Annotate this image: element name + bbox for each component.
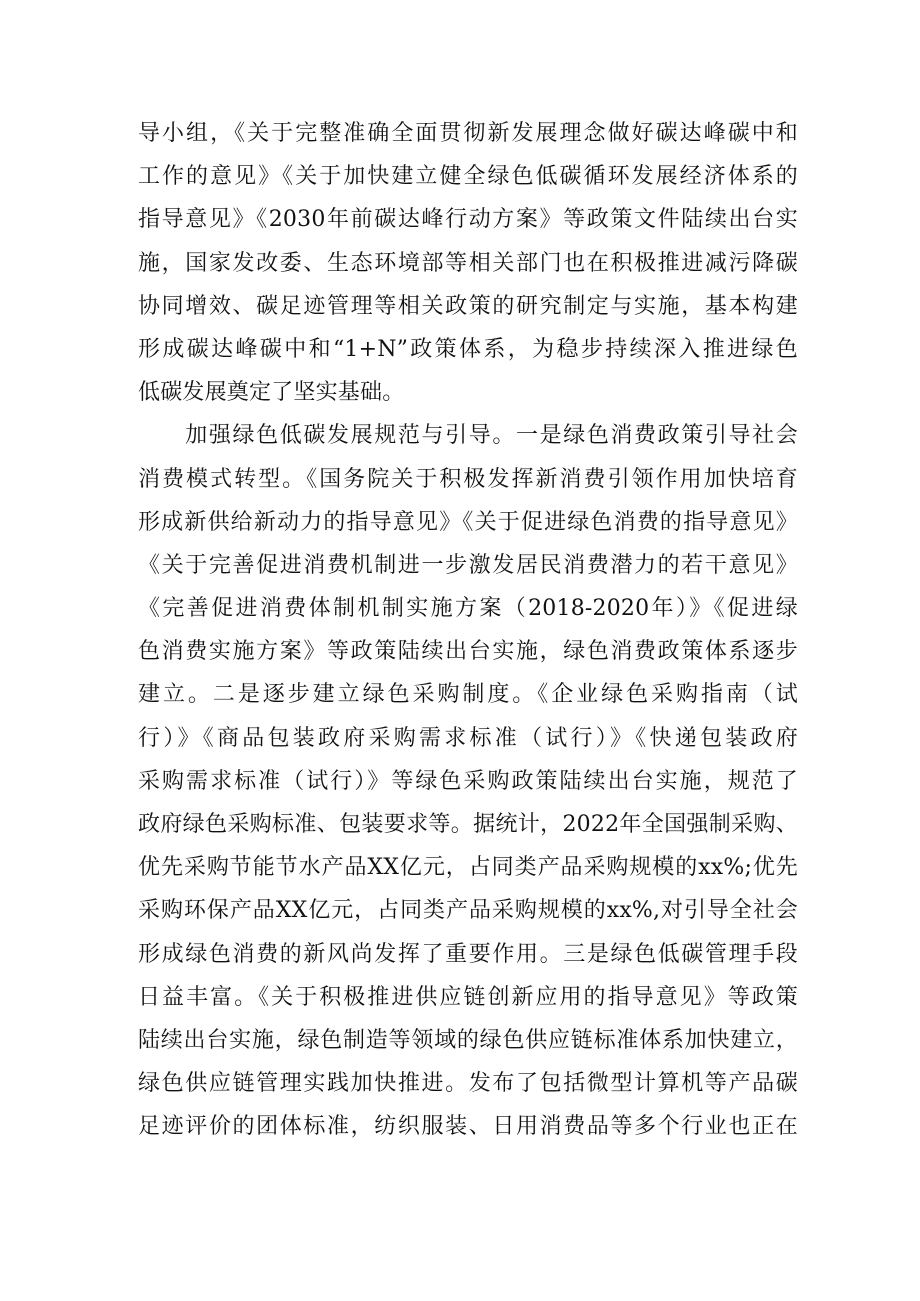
text-line: 陆续出台实施，绿色制造等领域的绿色供应链标准体系加快建立， [138, 1027, 798, 1053]
text-line: 绿色供应链管理实践加快推进。发布了包括微型计算机等产品碳 [138, 1071, 798, 1097]
text-line: 政府绿色采购标准、包装要求等。据统计，2022年全国强制采购、 [138, 812, 798, 837]
text-line: 低碳发展奠定了坚实基础。 [138, 380, 405, 406]
text-line: 加强绿色低碳发展规范与引导。一是绿色消费政策引导社会 [138, 423, 798, 449]
text-line: 形成碳达峰碳中和“1+N”政策体系，为稳步持续深入推进绿色 [138, 336, 798, 362]
text-line: 日益丰富。《关于积极推进供应链创新应用的指导意见》等政策 [138, 984, 798, 1010]
text-line: 指导意见》《2030年前碳达峰行动方案》等政策文件陆续出台实 [138, 207, 798, 233]
text-line: 《关于完善促进消费机制进一步激发居民消费潜力的若干意见》 [138, 552, 798, 578]
text-line: 协同增效、碳足迹管理等相关政策的研究制定与实施，基本构建 [138, 293, 798, 319]
text-line: 施，国家发改委、生态环境部等相关部门也在积极推进减污降碳 [138, 250, 798, 276]
text-line: 足迹评价的团体标准，纺织服装、日用消费品等多个行业也正在 [138, 1114, 798, 1140]
text-line: 形成新供给新动力的指导意见》《关于促进绿色消费的指导意见》 [138, 509, 798, 535]
text-line: 色消费实施方案》等政策陆续出台实施，绿色消费政策体系逐步 [138, 639, 798, 665]
text-line: 《完善促进消费体制机制实施方案（2018-2020年）》《促进绿 [138, 596, 798, 622]
text-line: 建立。二是逐步建立绿色采购制度。《企业绿色采购指南（试 [138, 682, 798, 708]
body-text [138, 112, 798, 1149]
text-line: 导小组，《关于完整准确全面贯彻新发展理念做好碳达峰碳中和 [138, 121, 798, 146]
text-line: 采购环保产品XX亿元，占同类产品采购规模的xx%,对引导全社会 [138, 898, 798, 924]
text-line: 行）》《商品包装政府采购需求标准（试行）》《快递包装政府 [138, 725, 798, 751]
paragraph-1 [138, 112, 798, 414]
text-line: 形成绿色消费的新风尚发挥了重要作用。三是绿色低碳管理手段 [138, 941, 798, 967]
text-line: 采购需求标准（试行）》等绿色采购政策陆续出台实施，规范了 [138, 768, 798, 794]
text-line: 优先采购节能节水产品XX亿元，占同类产品采购规模的xx%;优先 [138, 855, 798, 881]
paragraph-2 [138, 414, 798, 1148]
text-line: 工作的意见》《关于加快建立健全绿色低碳循环发展经济体系的 [138, 164, 798, 190]
text-line: 消费模式转型。《国务院关于积极发挥新消费引领作用加快培育 [138, 466, 798, 492]
